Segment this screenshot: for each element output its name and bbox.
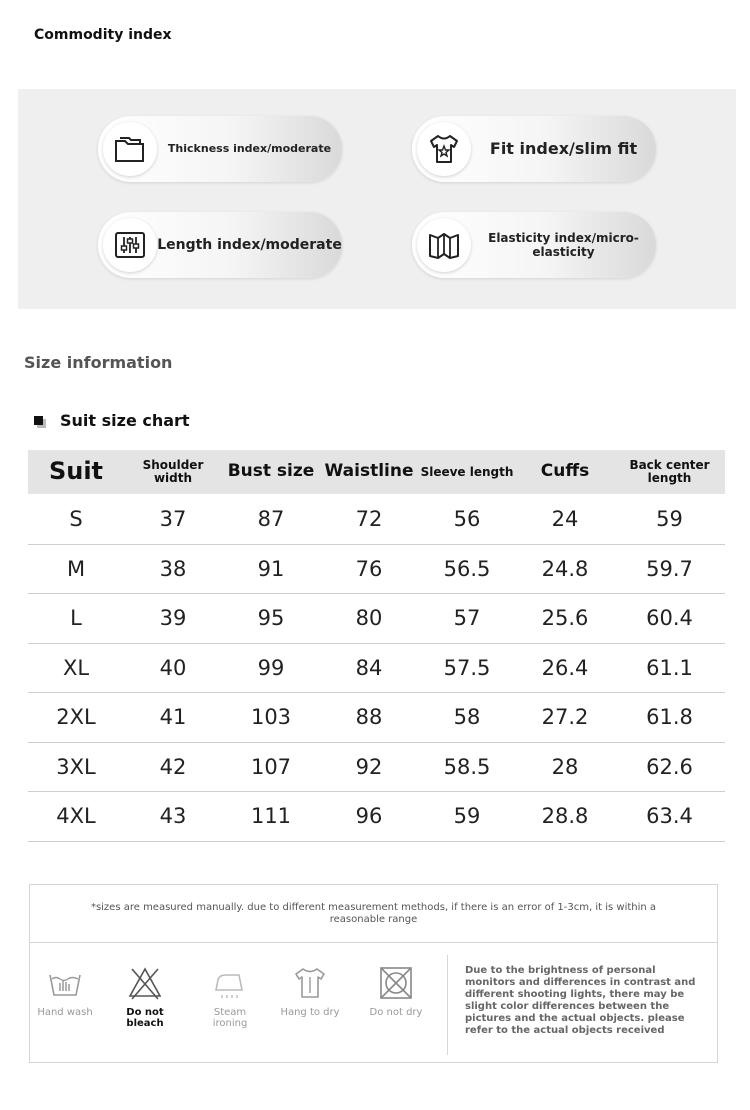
table-cell: 57.5 [418, 643, 516, 693]
table-cell: 39 [124, 594, 222, 644]
table-cell: 3XL [28, 742, 124, 792]
table-cell: 60.4 [614, 594, 725, 644]
care-item-no-bleach [110, 965, 180, 1029]
table-cell: 43 [124, 792, 222, 842]
table-row [28, 594, 725, 644]
table-cell: 95 [222, 594, 320, 644]
care-item-steam-ironing [195, 965, 265, 1029]
measurement-note: *sizes are measured manually. due to different measurement methods, if there is an error of 1-3cm, it is within a reasonable range [30, 885, 717, 943]
size-information-title: Size information [24, 353, 173, 372]
table-cell: 40 [124, 643, 222, 693]
table-cell: 80 [320, 594, 418, 644]
table-cell: 28 [516, 742, 614, 792]
no-bleach-label: Do not bleach [126, 1007, 164, 1029]
table-cell: M [28, 544, 124, 594]
table-cell: 42 [124, 742, 222, 792]
commodity-index-title: Commodity index [34, 27, 172, 43]
care-instructions-box [29, 884, 718, 1063]
header-suit: Suit [28, 450, 124, 494]
table-cell: 72 [320, 494, 418, 544]
thickness-index-pill [98, 116, 342, 182]
table-cell: 26.4 [516, 643, 614, 693]
table-cell: 27.2 [516, 693, 614, 743]
table-row [28, 693, 725, 743]
hand-wash-icon [47, 965, 83, 1001]
header-sleeve-length: Sleeve length [418, 450, 516, 494]
square-bullet-icon [34, 416, 43, 425]
table-cell: 87 [222, 494, 320, 544]
table-cell: 88 [320, 693, 418, 743]
table-cell: 107 [222, 742, 320, 792]
table-cell: 38 [124, 544, 222, 594]
table-row [28, 544, 725, 594]
care-item-hand-wash [30, 965, 100, 1018]
suit-size-chart-title: Suit size chart [60, 411, 190, 430]
elasticity-index-label: Elasticity index/micro-elasticity [488, 230, 639, 259]
table-row [28, 792, 725, 842]
table-cell: 99 [222, 643, 320, 693]
table-row [28, 494, 725, 544]
table-cell: 63.4 [614, 792, 725, 842]
table-cell: 4XL [28, 792, 124, 842]
color-disclaimer: Due to the brightness of personal monitors and differences in contrast and different shooting lights, there may be slight color differences between the pictures and the actual objects. please refer to the actual objects received [465, 965, 696, 1036]
folded-map-icon [417, 218, 471, 272]
table-cell: 59 [614, 494, 725, 544]
no-dry-label: Do not dry [369, 1007, 423, 1018]
sliders-icon [103, 218, 157, 272]
steam-ironing-label: Steam ironing [212, 1007, 248, 1029]
table-cell: 24 [516, 494, 614, 544]
table-cell: 37 [124, 494, 222, 544]
hand-wash-label: Hand wash [37, 1007, 93, 1018]
steam-iron-icon [212, 965, 248, 1001]
table-cell: 111 [222, 792, 320, 842]
table-cell: 56 [418, 494, 516, 544]
table-cell: 76 [320, 544, 418, 594]
table-cell: S [28, 494, 124, 544]
table-cell: 24.8 [516, 544, 614, 594]
table-cell: 96 [320, 792, 418, 842]
table-cell: 2XL [28, 693, 124, 743]
hang-dry-label: Hang to dry [280, 1007, 340, 1018]
length-index-label: Length index/moderate [157, 236, 342, 253]
table-cell: 25.6 [516, 594, 614, 644]
commodity-index-panel [18, 89, 736, 309]
suit-size-chart-heading [34, 411, 190, 430]
table-cell: 58.5 [418, 742, 516, 792]
table-cell: 92 [320, 742, 418, 792]
size-table-header [28, 450, 725, 494]
header-back-center-length: Back center length [614, 450, 725, 494]
table-cell: 59 [418, 792, 516, 842]
hang-dry-icon [292, 965, 328, 1001]
header-shoulder-width: Shoulder width [124, 450, 222, 494]
fit-index-pill [412, 116, 656, 182]
table-cell: 59.7 [614, 544, 725, 594]
no-tumble-dry-icon [378, 965, 414, 1001]
table-cell: 103 [222, 693, 320, 743]
size-table [28, 450, 725, 842]
table-cell: 62.6 [614, 742, 725, 792]
care-item-no-dry [361, 965, 431, 1018]
table-row [28, 742, 725, 792]
table-cell: 61.8 [614, 693, 725, 743]
no-bleach-icon [127, 965, 163, 1001]
table-cell: 91 [222, 544, 320, 594]
table-cell: L [28, 594, 124, 644]
header-bust-size: Bust size [222, 450, 320, 494]
table-cell: 41 [124, 693, 222, 743]
header-waistline: Waistline [320, 450, 418, 494]
tshirt-icon [417, 122, 471, 176]
table-cell: 56.5 [418, 544, 516, 594]
table-row [28, 643, 725, 693]
length-index-pill [98, 212, 342, 278]
care-divider [447, 955, 448, 1055]
care-item-hang-dry [275, 965, 345, 1018]
table-cell: 57 [418, 594, 516, 644]
table-cell: 28.8 [516, 792, 614, 842]
header-cuffs: Cuffs [516, 450, 614, 494]
thickness-index-label: Thickness index/moderate [167, 142, 332, 156]
table-cell: 58 [418, 693, 516, 743]
table-cell: 84 [320, 643, 418, 693]
folder-icon [103, 122, 157, 176]
elasticity-index-pill [412, 212, 656, 278]
table-cell: XL [28, 643, 124, 693]
fit-index-label: Fit index/slim fit [489, 139, 638, 159]
table-cell: 61.1 [614, 643, 725, 693]
